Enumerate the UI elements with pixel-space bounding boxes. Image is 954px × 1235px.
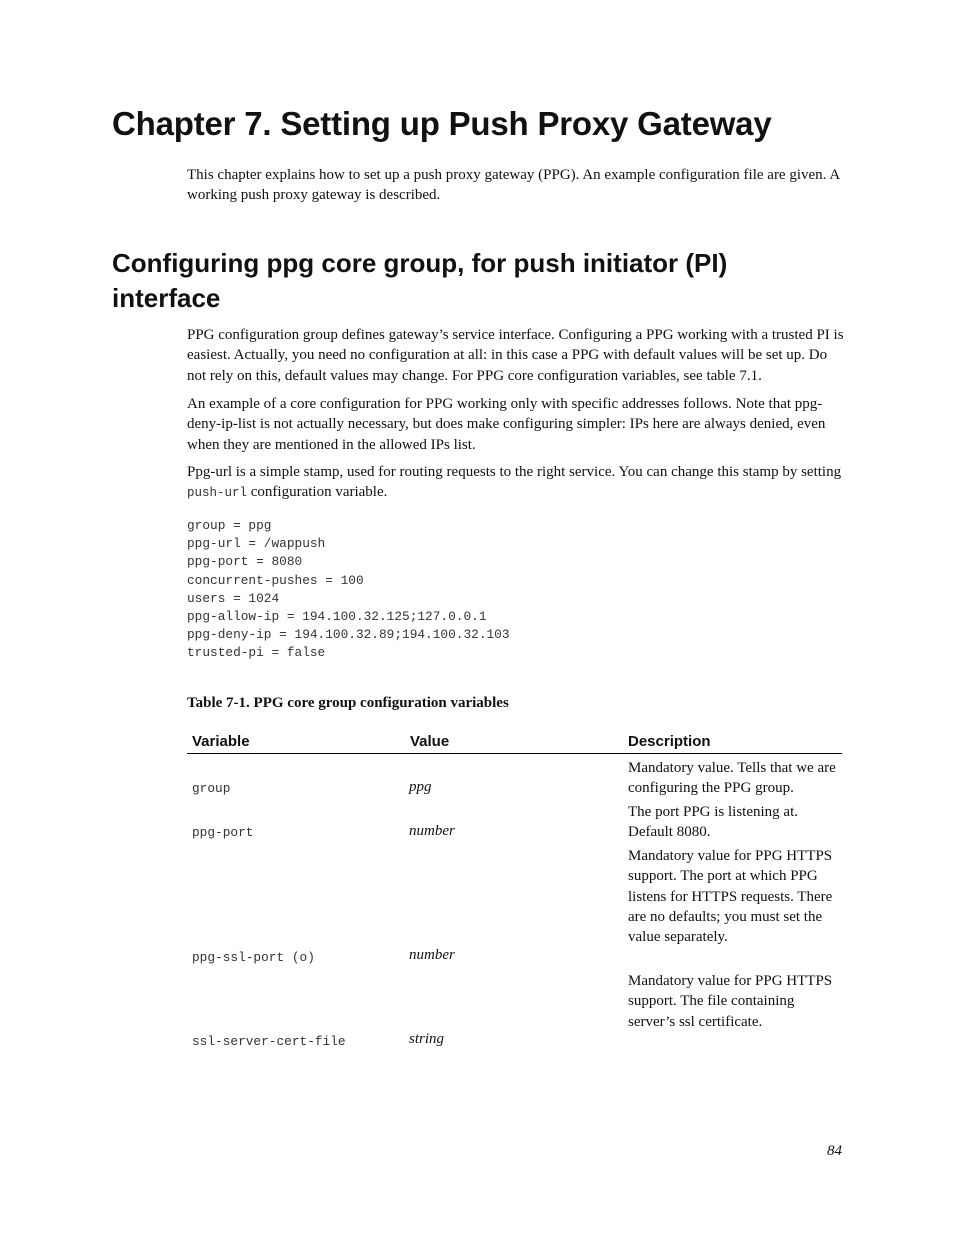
table-row-description: Mandatory value. Tells that we are configuring the PPG group.: [628, 760, 836, 797]
inline-code-push-url: push-url: [187, 486, 248, 501]
paragraph-ppg-url-tail: configuration variable.: [247, 484, 388, 501]
paragraph-ppg-configuration: PPG configuration group defines gateway’s service interface. Configuring a PPG working with a trusted PI is easiest. Actually, you need no configuration at all: in this case a PPG with default values will be set up. Do not rely on this, default values may change. For PPG core configuration variables, see table 7.1.: [187, 327, 844, 384]
table-row-variable: group: [192, 781, 231, 796]
table-header-rule: [187, 753, 842, 754]
table-header-description: Description: [628, 733, 711, 750]
paragraph-ppg-url: [187, 462, 847, 504]
table-row-value: number: [409, 823, 455, 839]
paragraph-core-example: An example of a core configuration for PPG working only with specific addresses follows. Note that ppg-deny-ip-list is not actually necessary, but does make configuring simpler: IPs here are always denied, even when they are mentioned in the allowed IPs list.: [187, 396, 826, 453]
page-number: 84: [827, 1143, 842, 1159]
table-title: Table 7-1. PPG core group configuration variables: [187, 695, 509, 711]
table-row-variable: ssl-server-cert-file: [192, 1034, 346, 1049]
table-row-description: Mandatory value for PPG HTTPS support. The file containing server’s ssl certificate.: [628, 973, 833, 1030]
chapter-title: Chapter 7. Setting up Push Proxy Gateway: [112, 105, 772, 142]
code-example: group = ppg ppg-url = /wappush ppg-port = 8080 concurrent-pushes = 100 users = 1024 ppg-allow-ip = 194.100.32.125;127.0.0.1 ppg-deny-ip = 194.100.32.89;194.100.32.103 trusted-pi = false: [187, 518, 510, 661]
table-row-value: number: [409, 947, 455, 963]
table-row-description: The port PPG is listening at. Default 8080.: [628, 804, 798, 841]
table-row-value: ppg: [409, 779, 432, 795]
intro-paragraph: This chapter explains how to set up a push proxy gateway (PPG). An example configuration file are given. A working push proxy gateway is described.: [187, 167, 840, 204]
table-header-value: Value: [410, 733, 450, 750]
section-title: Configuring ppg core group, for push initiator (PI) interface: [112, 248, 728, 313]
table-row-value: string: [409, 1031, 445, 1047]
table-row-description: Mandatory value for PPG HTTPS support. The port at which PPG listens for HTTPS requests. There are no defaults; you must set the value separately.: [628, 848, 833, 946]
table-row-variable: ppg-port: [192, 825, 254, 840]
table-row-variable: ppg-ssl-port (o): [192, 950, 315, 965]
paragraph-ppg-url-text: Ppg-url is a simple stamp, used for routing requests to the right service. You can change this stamp by setting: [187, 464, 842, 480]
table-header-variable: Variable: [192, 733, 250, 750]
